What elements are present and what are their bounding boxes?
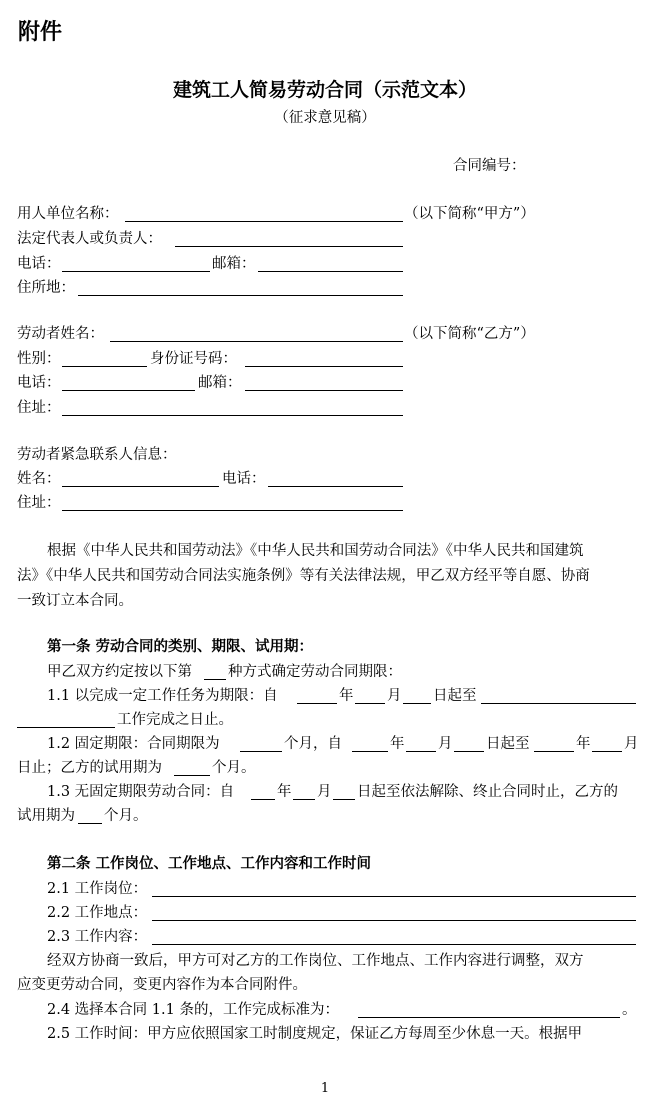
c12-end: 个月。 xyxy=(212,760,256,776)
worker-name-label: 劳动者姓名： xyxy=(17,326,104,342)
c13-year-unit: 年 xyxy=(277,784,292,800)
worker-name-suffix: （以下简称“乙方”） xyxy=(404,326,535,342)
emergency-phone-field[interactable] xyxy=(268,486,403,487)
c11-day-from: 日起至 xyxy=(433,688,477,704)
clause-1-3-label: 1.3 无固定期限劳动合同：自 xyxy=(47,784,235,800)
clause-2-4-end: 。 xyxy=(622,1002,637,1018)
c12-year-field[interactable] xyxy=(352,751,388,752)
employer-address-field[interactable] xyxy=(78,295,403,296)
employer-name-field[interactable] xyxy=(125,221,403,222)
worker-id-label: 身份证号码： xyxy=(150,351,237,367)
article-1-intro-b: 种方式确定劳动合同期限： xyxy=(228,664,402,680)
attachment-label: 附件 xyxy=(18,20,63,45)
c13-probation-field[interactable] xyxy=(78,823,102,824)
employer-email-label: 邮箱： xyxy=(212,256,256,272)
employer-name-suffix: （以下简称“甲方”） xyxy=(404,206,535,222)
c13-month-unit: 月 xyxy=(317,784,332,800)
worker-name-field[interactable] xyxy=(110,341,403,342)
c12-months-unit: 个月，自 xyxy=(284,736,342,752)
worker-email-field[interactable] xyxy=(245,390,403,391)
employer-phone-label: 电话： xyxy=(17,256,61,272)
c11-day-field[interactable] xyxy=(403,703,431,704)
c12-day-from: 日起至 xyxy=(486,736,530,752)
employer-address-label: 住所地： xyxy=(17,280,75,296)
worker-address-label: 住址： xyxy=(17,400,61,416)
preamble-line-1: 根据《中华人民共和国劳动法》《中华人民共和国劳动合同法》《中华人民共和国建筑 xyxy=(47,543,584,559)
document-title: 建筑工人简易劳动合同（示范文本） xyxy=(172,79,477,101)
work-location-field[interactable] xyxy=(152,920,636,921)
c12-probation-field[interactable] xyxy=(174,775,210,776)
c12-end-month-unit: 月 xyxy=(624,736,639,752)
employer-email-field[interactable] xyxy=(258,271,403,272)
emergency-address-label: 住址： xyxy=(17,495,61,511)
emergency-phone-label: 电话： xyxy=(222,471,266,487)
c13-month-field[interactable] xyxy=(293,799,315,800)
worker-phone-field[interactable] xyxy=(62,390,195,391)
worker-gender-label: 性别： xyxy=(17,351,61,367)
c13-year-field[interactable] xyxy=(251,799,275,800)
clause-2-3-label: 2.3 工作内容： xyxy=(47,929,148,945)
article-1-heading: 第一条 劳动合同的类别、期限、试用期： xyxy=(47,638,314,655)
employer-name-label: 用人单位名称： xyxy=(17,206,119,222)
preamble-line-3: 一致订立本合同。 xyxy=(17,593,133,609)
c12-months-field[interactable] xyxy=(240,751,282,752)
c13-day-field[interactable] xyxy=(333,799,355,800)
contract-number-label: 合同编号： xyxy=(453,158,526,174)
c11-year-unit: 年 xyxy=(339,688,354,704)
c13-rest: 日起至依法解除、终止合同时止，乙方的 xyxy=(357,784,618,800)
contract-type-field[interactable] xyxy=(204,679,226,680)
c13-end: 个月。 xyxy=(104,808,148,824)
emergency-address-field[interactable] xyxy=(62,510,403,511)
page-number: 1 xyxy=(320,1081,330,1096)
c11-month-field[interactable] xyxy=(355,703,385,704)
emergency-heading: 劳动者紧急联系人信息： xyxy=(17,447,177,463)
article-2-para-line-2: 应变更劳动合同，变更内容作为本合同附件。 xyxy=(17,977,307,993)
emergency-name-field[interactable] xyxy=(62,486,219,487)
work-content-field[interactable] xyxy=(152,944,636,945)
article-1-intro-a: 甲乙双方约定按以下第 xyxy=(47,664,192,680)
c12-end-year-field[interactable] xyxy=(534,751,574,752)
worker-phone-label: 电话： xyxy=(17,375,61,391)
worker-gender-field[interactable] xyxy=(62,366,147,367)
worker-email-label: 邮箱： xyxy=(198,375,242,391)
c12-year-unit: 年 xyxy=(390,736,405,752)
c11-end-field-cont[interactable] xyxy=(17,727,115,728)
worker-id-field[interactable] xyxy=(245,366,403,367)
employer-phone-field[interactable] xyxy=(62,271,210,272)
c12-end-year-unit: 年 xyxy=(576,736,591,752)
employer-rep-field[interactable] xyxy=(175,246,403,247)
clause-2-2-label: 2.2 工作地点： xyxy=(47,905,148,921)
article-2-heading: 第二条 工作岗位、工作地点、工作内容和工作时间 xyxy=(47,855,372,872)
worker-address-field[interactable] xyxy=(62,415,403,416)
c11-month-unit: 月 xyxy=(387,688,402,704)
preamble-line-2: 法》《中华人民共和国劳动合同法实施条例》等有关法律法规，甲乙双方经平等自愿、协商 xyxy=(17,568,590,584)
c11-end-field[interactable] xyxy=(481,703,636,704)
clause-1-1-label: 1.1 以完成一定工作任务为期限：自 xyxy=(47,688,278,704)
article-2-para-line-1: 经双方协商一致后，甲方可对乙方的工作岗位、工作地点、工作内容进行调整，双方 xyxy=(47,953,584,969)
employer-rep-label: 法定代表人或负责人： xyxy=(17,231,162,247)
clause-2-1-label: 2.1 工作岗位： xyxy=(47,881,148,897)
completion-standard-field[interactable] xyxy=(358,1017,620,1018)
clause-1-2-label: 1.2 固定期限：合同期限为 xyxy=(47,736,220,752)
document-subtitle: （征求意见稿） xyxy=(274,110,376,126)
clause-2-4-label: 2.4 选择本合同 1.1 条的，工作完成标准为： xyxy=(47,1002,339,1018)
c12-month-field[interactable] xyxy=(406,751,436,752)
emergency-name-label: 姓名： xyxy=(17,471,61,487)
c12-end-month-field[interactable] xyxy=(592,751,622,752)
clause-1-1-end: 工作完成之日止。 xyxy=(117,712,233,728)
c12-day-field[interactable] xyxy=(454,751,484,752)
c13-probation-label: 试用期为 xyxy=(17,808,75,824)
job-position-field[interactable] xyxy=(152,896,636,897)
c11-year-field[interactable] xyxy=(297,703,337,704)
c12-month-unit: 月 xyxy=(438,736,453,752)
c12-day-end: 日止；乙方的试用期为 xyxy=(17,760,162,776)
clause-2-5-text: 2.5 工作时间：甲方应依照国家工时制度规定，保证乙方每周至少休息一天。根据甲 xyxy=(47,1026,583,1042)
